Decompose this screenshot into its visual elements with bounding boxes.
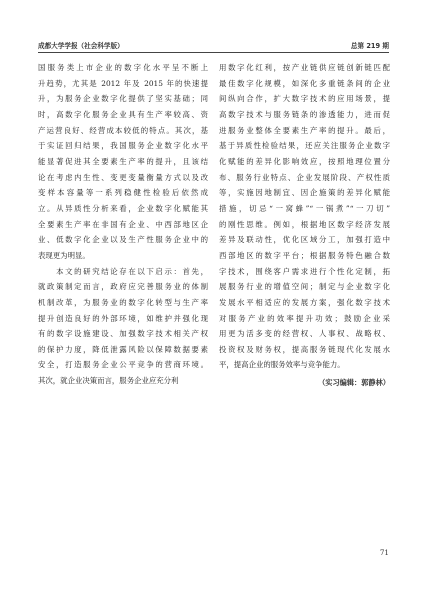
text-line: 发展水平相适应的发展方案，强化数字技术: [219, 297, 390, 307]
running-header: [38, 40, 389, 52]
text-line: 论在考虑内生性、变更变量衡量方式以及改: [38, 172, 208, 182]
text-line: 提升创造良好的外部环境，如维护并强化现: [38, 313, 208, 323]
text-line: 对服务产业的效率提升功效；鼓励企业采: [219, 313, 390, 323]
text-line: 国服务类上市企业的数字化水平呈不断上: [38, 63, 208, 72]
left-text-column: [38, 60, 208, 389]
text-line: 机制改革，为服务业的数字化转型与生产率: [38, 297, 208, 307]
header-rule: [38, 52, 389, 53]
text-line: 全要素生产率在非国有企业、中西部地区企: [38, 219, 208, 229]
text-line: 措施，切忌“一窝蜂”“一锅煮”“一刀切”: [219, 203, 390, 213]
text-line: 的刚性思维。例如，根据地区数字经济发展: [219, 219, 390, 229]
text-line: 用更为活多变的经营权、人事权、战略权、: [219, 329, 390, 339]
text-line: 产运营良好、经营成本较低的特点。其次，基: [38, 125, 208, 135]
text-line: 本文的研究结论存在以下启示：首先，: [38, 266, 208, 276]
text-line: 字技术，围绕客户需求进行个性化定制，拓: [219, 266, 390, 276]
text-line: 立。从异质性分析来看，企业数字化赋能其: [38, 203, 208, 213]
text-line: 时，高数字化服务企业具有生产率较高、资: [38, 109, 208, 119]
text-line: 化赋能的差异化影响效应，按照地理位置分: [219, 156, 390, 166]
text-line: 最佳数字化规模，如深化多重链条间的企业: [219, 78, 390, 88]
text-line: 高数字技术与服务链条的渗透能力，进而促: [219, 109, 390, 119]
text-line: 升，为服务企业数字化提供了坚实基础；同: [38, 94, 208, 104]
text-line: 展服务行业的增值空间；制定与企业数字化: [219, 282, 390, 292]
text-line: 业、低数字化企业以及生产性服务企业中的: [38, 235, 208, 245]
issue-number: 总第 219 期: [350, 42, 389, 50]
page-number: 71: [379, 548, 389, 557]
text-line: 平，提高企业的服务效率与竞争能力。: [219, 360, 345, 370]
right-text-column: [219, 60, 390, 373]
text-line: 就政策制定而言，政府应完善服务业的体制: [38, 282, 208, 292]
text-line: 差异及联动性，优化区域分工，加强打造中: [219, 235, 390, 245]
text-line: 安全，打造服务企业公平竞争的营商环境。: [38, 360, 208, 370]
text-line: 布、服务行业特点、企业发展阶段、产权性质: [219, 172, 390, 182]
text-line: 用数字化红利，按产业链供应链创新链匹配: [219, 63, 390, 72]
editor-note: （实习编辑：郭静林）: [318, 378, 390, 387]
text-line: 进服务业整体全要素生产率的提升。最后，: [219, 125, 390, 135]
text-line: 西部地区的数字平台；根据服务特色融合数: [219, 250, 390, 260]
text-line: 的保护力度，降低泄露风险以保障数据要素: [38, 344, 208, 354]
text-line: 表现更为明显。: [38, 250, 90, 260]
journal-title: 成都大学学报（社会科学版）: [38, 42, 124, 50]
text-line: 变样本容量等一系列稳健性检验后依然成: [38, 188, 208, 198]
text-line: 基于异质性检验结果，还应关注服务企业数字: [219, 141, 390, 151]
text-line: 升趋势，尤其是 2012 年及 2015 年的快速提: [38, 78, 208, 88]
text-line: 投资权及财务权，提高服务链现代化发展水: [219, 344, 390, 354]
text-line: 有的数字设施建设、加强数字技术相关产权: [38, 329, 208, 339]
text-line: 于实证回归结果，我国服务企业数字化水平: [38, 141, 208, 151]
text-line: 能显著促进其全要素生产率的提升，且该结: [38, 156, 208, 166]
text-line: 其次，就企业决策而言，服务企业应充分利: [38, 376, 179, 386]
text-line: 等，实施因地制宜、因企施策的差异化赋能: [219, 188, 390, 198]
text-line: 间纵向合作，扩大数字技术的应用场景，提: [219, 94, 390, 104]
